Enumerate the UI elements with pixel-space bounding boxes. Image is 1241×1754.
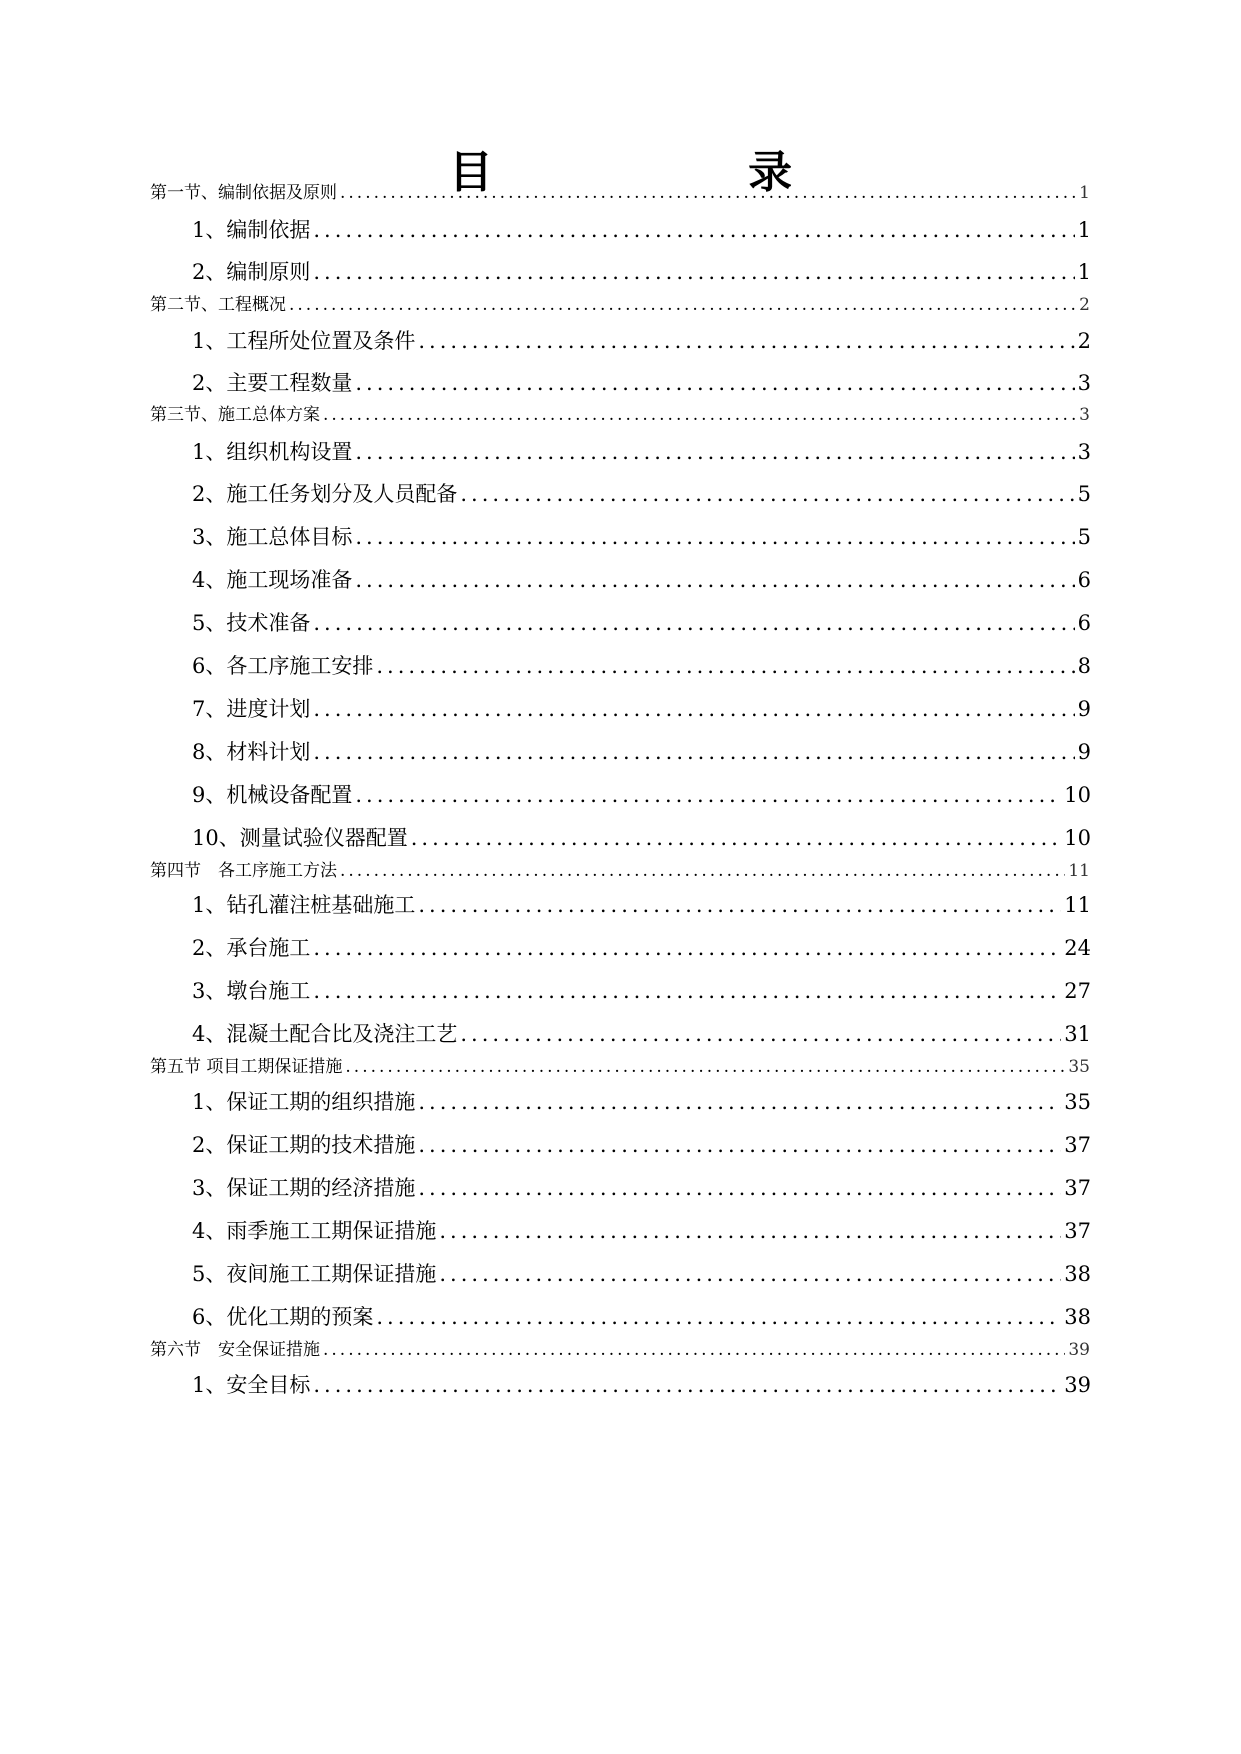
toc-entry-page-number: 37 (1064, 1176, 1091, 1200)
toc-entry-page-number: 35 (1068, 1057, 1090, 1077)
toc-dot-leader (376, 654, 1074, 678)
toc-dot-leader (313, 697, 1074, 721)
toc-entry-page-number: 37 (1064, 1133, 1091, 1157)
toc-dot-leader (460, 1022, 1061, 1046)
toc-section-entry[interactable] (150, 1335, 1090, 1360)
toc-entry-label: 5、夜间施工工期保证措施 (192, 1262, 437, 1286)
toc-subsection-entry[interactable] (192, 1086, 1091, 1116)
toc-subsection-entry[interactable] (192, 521, 1091, 551)
toc-entry-page-number: 11 (1068, 861, 1090, 881)
toc-dot-leader (355, 783, 1061, 807)
toc-dot-leader (439, 1219, 1061, 1243)
toc-section-entry[interactable] (150, 1052, 1090, 1077)
toc-subsection-entry[interactable] (192, 214, 1091, 244)
toc-entry-page-number: 35 (1064, 1090, 1091, 1114)
toc-entry-label: 1、保证工期的组织措施 (192, 1090, 416, 1114)
toc-subsection-entry[interactable] (192, 607, 1091, 637)
toc-subsection-entry[interactable] (192, 256, 1091, 286)
toc-entry-label: 1、工程所处位置及条件 (192, 329, 416, 353)
toc-entry-page-number: 10 (1064, 783, 1091, 807)
toc-entry-page-number: 31 (1064, 1022, 1091, 1046)
toc-dot-leader (439, 1262, 1061, 1286)
toc-dot-leader (460, 482, 1074, 506)
toc-entry-page-number: 8 (1077, 654, 1091, 678)
toc-dot-leader (313, 740, 1074, 764)
toc-dot-leader (313, 979, 1061, 1003)
toc-subsection-entry[interactable] (192, 889, 1091, 919)
toc-subsection-entry[interactable] (192, 1215, 1091, 1245)
toc-dot-leader (355, 440, 1074, 464)
toc-entry-label: 2、主要工程数量 (192, 371, 353, 395)
toc-entry-label: 2、施工任务划分及人员配备 (192, 482, 458, 506)
toc-dot-leader (289, 295, 1076, 315)
toc-subsection-entry[interactable] (192, 736, 1091, 766)
toc-entry-page-number: 5 (1077, 525, 1091, 549)
toc-entry-label: 1、编制依据 (192, 218, 311, 242)
toc-entry-label: 第六节 安全保证措施 (150, 1340, 320, 1360)
toc-subsection-entry[interactable] (192, 478, 1091, 508)
toc-entry-label: 第一节、编制依据及原则 (150, 183, 337, 203)
toc-entry-label: 3、墩台施工 (192, 979, 311, 1003)
toc-dot-leader (323, 405, 1076, 425)
toc-subsection-entry[interactable] (192, 1301, 1091, 1331)
toc-dot-leader (355, 525, 1074, 549)
toc-entry-label: 6、优化工期的预案 (192, 1305, 374, 1329)
toc-entry-label: 第五节 项目工期保证措施 (150, 1057, 343, 1077)
toc-entry-label: 9、机械设备配置 (192, 783, 353, 807)
toc-entry-page-number: 9 (1077, 740, 1091, 764)
toc-entry-label: 3、施工总体目标 (192, 525, 353, 549)
toc-subsection-entry[interactable] (192, 650, 1091, 680)
toc-subsection-entry[interactable] (192, 975, 1091, 1005)
toc-dot-leader (418, 893, 1061, 917)
toc-entry-page-number: 6 (1077, 611, 1091, 635)
toc-subsection-entry[interactable] (192, 1129, 1091, 1159)
toc-section-entry[interactable] (150, 856, 1090, 881)
toc-dot-leader (313, 611, 1074, 635)
toc-entry-label: 1、安全目标 (192, 1373, 311, 1397)
toc-entry-page-number: 3 (1079, 405, 1090, 425)
toc-entry-label: 4、雨季施工工期保证措施 (192, 1219, 437, 1243)
toc-entry-page-number: 39 (1064, 1373, 1091, 1397)
toc-entry-page-number: 3 (1077, 440, 1091, 464)
toc-subsection-entry[interactable] (192, 1258, 1091, 1288)
toc-dot-leader (418, 1133, 1061, 1157)
toc-entry-label: 4、施工现场准备 (192, 568, 353, 592)
toc-entry-page-number: 2 (1079, 295, 1090, 315)
toc-subsection-entry[interactable] (192, 1369, 1091, 1399)
toc-entry-label: 6、各工序施工安排 (192, 654, 374, 678)
toc-entry-label: 2、编制原则 (192, 260, 311, 284)
toc-dot-leader (340, 861, 1065, 881)
toc-section-entry[interactable] (150, 178, 1090, 203)
toc-subsection-entry[interactable] (192, 693, 1091, 723)
toc-entry-label: 10、测量试验仪器配置 (192, 826, 408, 850)
toc-dot-leader (340, 183, 1076, 203)
toc-title: 目 录 (448, 147, 913, 198)
toc-entry-label: 5、技术准备 (192, 611, 311, 635)
toc-subsection-entry[interactable] (192, 564, 1091, 594)
toc-entry-page-number: 38 (1064, 1305, 1091, 1329)
toc-entry-page-number: 24 (1064, 936, 1091, 960)
toc-dot-leader (313, 1373, 1061, 1397)
toc-entry-page-number: 11 (1064, 893, 1091, 917)
toc-entry-label: 1、组织机构设置 (192, 440, 353, 464)
toc-subsection-entry[interactable] (192, 367, 1091, 397)
toc-subsection-entry[interactable] (192, 822, 1091, 852)
toc-entry-label: 1、钻孔灌注桩基础施工 (192, 893, 416, 917)
toc-section-entry[interactable] (150, 290, 1090, 315)
toc-entry-page-number: 10 (1064, 826, 1091, 850)
toc-entry-label: 4、混凝土配合比及浇注工艺 (192, 1022, 458, 1046)
toc-subsection-entry[interactable] (192, 1018, 1091, 1048)
toc-subsection-entry[interactable] (192, 325, 1091, 355)
toc-dot-leader (418, 1176, 1061, 1200)
toc-entry-label: 第三节、施工总体方案 (150, 405, 320, 425)
toc-subsection-entry[interactable] (192, 1172, 1091, 1202)
toc-dot-leader (313, 936, 1061, 960)
toc-entry-page-number: 5 (1077, 482, 1091, 506)
toc-entry-page-number: 37 (1064, 1219, 1091, 1243)
toc-entry-label: 2、保证工期的技术措施 (192, 1133, 416, 1157)
toc-dot-leader (355, 568, 1074, 592)
toc-dot-leader (313, 260, 1074, 284)
toc-entry-label: 第二节、工程概况 (150, 295, 286, 315)
toc-dot-leader (418, 1090, 1061, 1114)
toc-entry-page-number: 39 (1068, 1340, 1090, 1360)
toc-dot-leader (313, 218, 1074, 242)
toc-entry-page-number: 3 (1077, 371, 1091, 395)
toc-entry-label: 8、材料计划 (192, 740, 311, 764)
toc-entry-page-number: 2 (1077, 329, 1091, 353)
toc-dot-leader (418, 329, 1074, 353)
toc-entry-page-number: 38 (1064, 1262, 1091, 1286)
toc-dot-leader (323, 1340, 1065, 1360)
toc-subsection-entry[interactable] (192, 436, 1091, 466)
toc-entry-label: 第四节 各工序施工方法 (150, 861, 337, 881)
toc-entry-label: 3、保证工期的经济措施 (192, 1176, 416, 1200)
toc-section-entry[interactable] (150, 400, 1090, 425)
toc-dot-leader (355, 371, 1074, 395)
toc-entry-page-number: 1 (1079, 183, 1090, 203)
toc-entry-page-number: 1 (1077, 260, 1091, 284)
toc-entry-page-number: 9 (1077, 697, 1091, 721)
toc-entry-page-number: 27 (1064, 979, 1091, 1003)
toc-dot-leader (345, 1057, 1065, 1077)
toc-entry-page-number: 6 (1077, 568, 1091, 592)
toc-entry-page-number: 1 (1077, 218, 1091, 242)
toc-dot-leader (376, 1305, 1061, 1329)
toc-entry-label: 7、进度计划 (192, 697, 311, 721)
toc-subsection-entry[interactable] (192, 779, 1091, 809)
toc-subsection-entry[interactable] (192, 932, 1091, 962)
toc-entry-label: 2、承台施工 (192, 936, 311, 960)
toc-dot-leader (411, 826, 1062, 850)
